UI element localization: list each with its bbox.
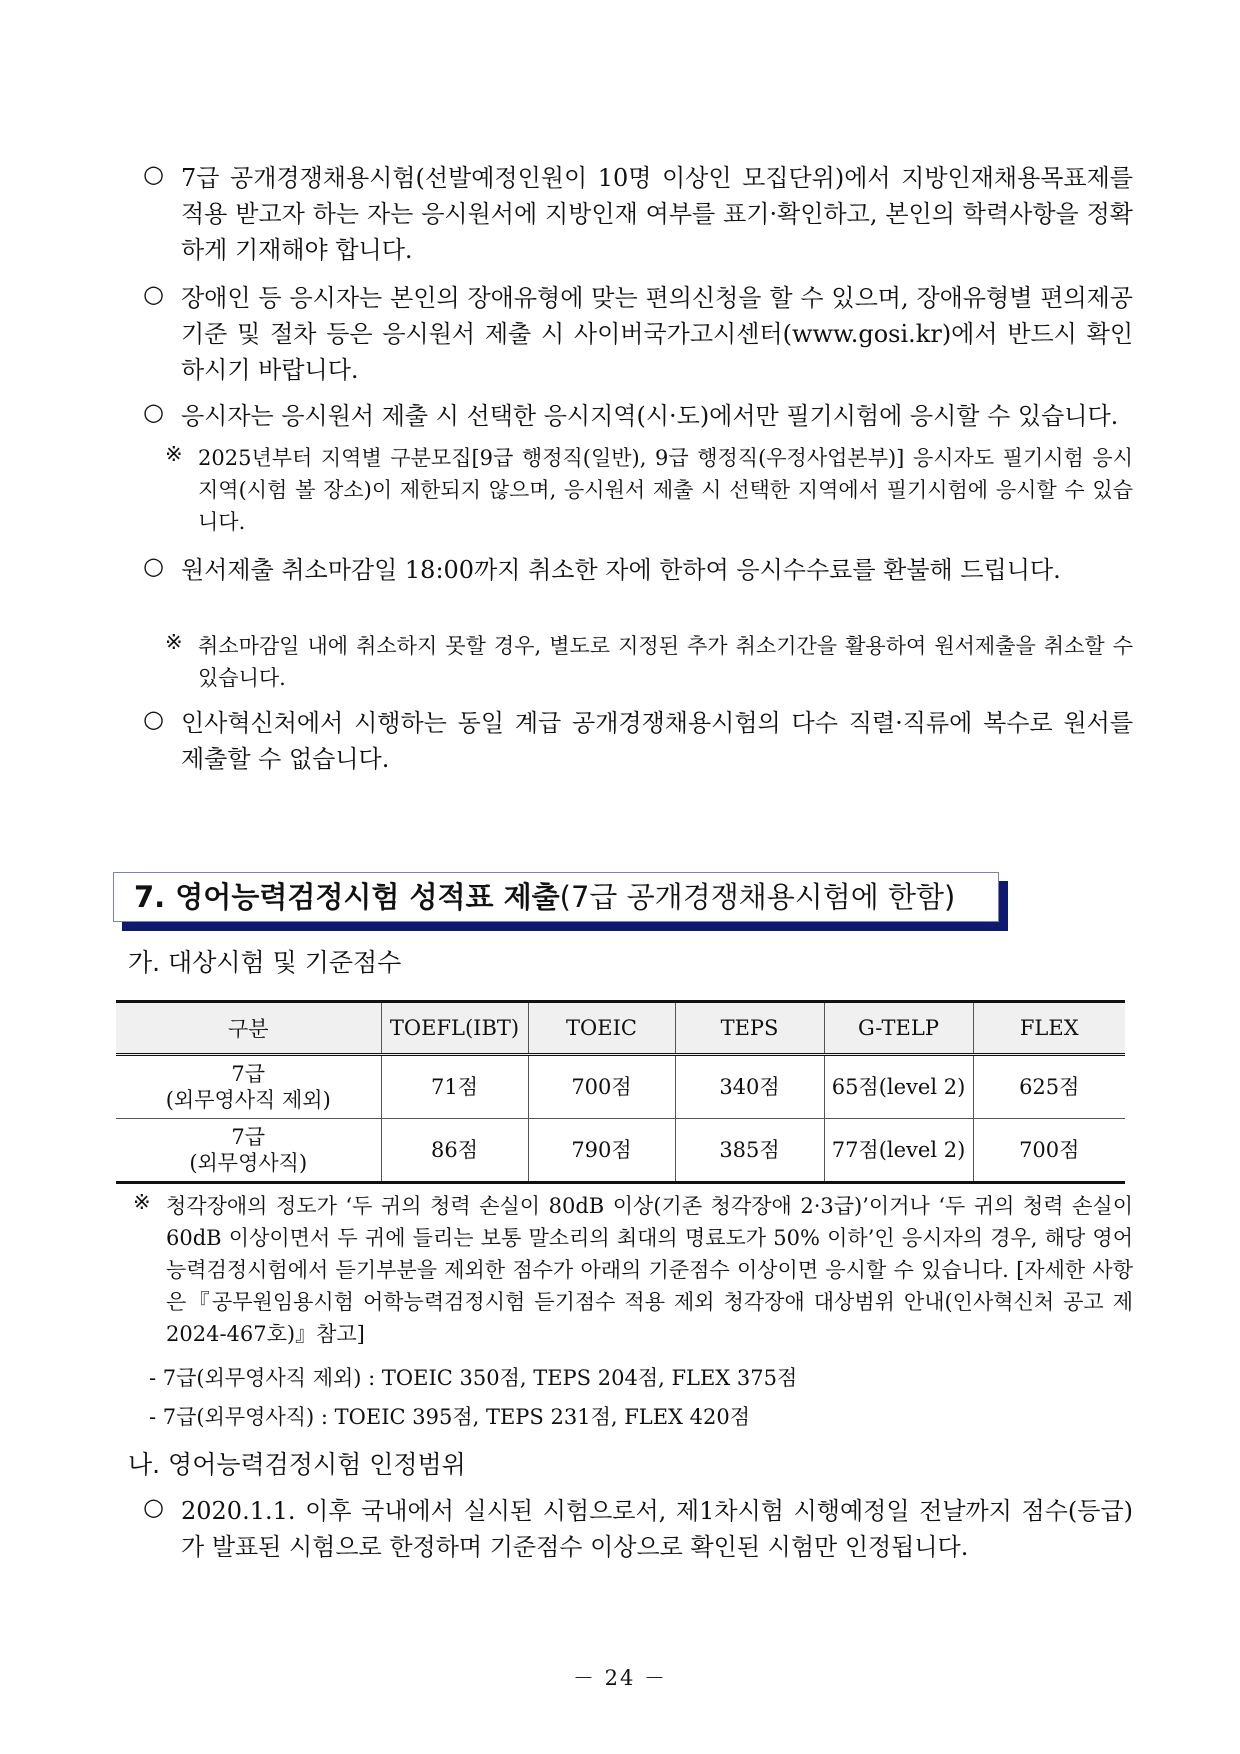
bullet-circle: ○ (143, 1493, 164, 1521)
table-cell: 77점(level 2) (824, 1119, 973, 1183)
note-item (165, 442, 1133, 538)
subheading-b: 나. 영어능력검정시험 인정범위 (128, 1450, 466, 1479)
reference-mark: ※ (133, 1190, 151, 1214)
page-number: － 24 － (572, 1666, 668, 1690)
table-header: TOEIC (528, 1002, 675, 1055)
bullet-circle: ○ (143, 552, 164, 580)
section-title-bold: 7. 영어능력검정시험 성적표 제출 (134, 880, 560, 914)
table-cell: 71점 (381, 1055, 528, 1119)
table-row (116, 1055, 1125, 1119)
section-title-rest: (7급 공개경쟁채용시험에 한함) (559, 880, 956, 914)
bullet-text: 7급 공개경쟁채용시험(선발예정인원이 10명 이상인 모집단위)에서 지방인재채용목표제를 적용 받고자 하는 자는 응시원서에 지방인재 여부를 표기·확인하고, 본인의 학력사항을 정확하게 기재해야 합니다. (181, 164, 1133, 264)
bullet-circle: ○ (143, 160, 164, 188)
row-label-detail: (외무영사직) (189, 1151, 308, 1175)
table-header: TOEFL(IBT) (381, 1002, 528, 1055)
bullet-item (143, 1493, 1133, 1565)
table-cell: 340점 (675, 1055, 824, 1119)
table-header: FLEX (973, 1002, 1125, 1055)
row-label (116, 1055, 381, 1119)
table-cell: 625점 (973, 1055, 1125, 1119)
score-table (116, 1000, 1125, 1184)
bullet-text: 장애인 등 응시자는 본인의 장애유형에 맞는 편의신청을 할 수 있으며, 장애유형별 편의제공 기준 및 절차 등은 응시원서 제출 시 사이버국가고시센터(www.gosi.kr)에서 반드시 확인하시기 바랍니다. (181, 284, 1133, 384)
table-row (116, 1119, 1125, 1183)
bullet-circle: ○ (143, 398, 164, 426)
bullet-text: 2020.1.1. 이후 국내에서 실시된 시험으로서, 제1차시험 시행예정일 전날까지 점수(등급)가 발표된 시험으로 한정하며 기준점수 이상으로 확인된 시험만 인정됩니다. (181, 1497, 1133, 1561)
subheading-a: 가. 대상시험 및 기준점수 (128, 948, 402, 977)
section-title-box (113, 872, 999, 922)
hearing-note (133, 1190, 1133, 1350)
table-header: G-TELP (824, 1002, 973, 1055)
hearing-note-text: 청각장애의 정도가 ‘두 귀의 청력 손실이 80dB 이상(기존 청각장애 2·3급)’이거나 ‘두 귀의 청력 손실이 60dB 이상이면서 두 귀에 들리는 보통 말소리의 최대의 명료도가 50% 이하’인 응시자의 경우, 해당 영어능력검정시험에서 듣기부분을 제외한 점수가 아래의 기준점수 이상이면 응시할 수 있습니다. [자세한 사항은『공무원임용시험 어학능력검정시험 듣기점수 적용 제외 청각장애 대상범위 안내(인사혁신처 공고 제2024-467호)』참고] (166, 1194, 1133, 1346)
bullet-text: 응시자는 응시원서 제출 시 선택한 응시지역(시·도)에서만 필기시험에 응시할 수 있습니다. (181, 402, 1119, 430)
table-cell: 700점 (528, 1055, 675, 1119)
bullet-item (143, 398, 1133, 434)
row-label-grade: 7급 (231, 1125, 266, 1149)
row-label-detail: (외무영사직 제외) (165, 1088, 331, 1112)
bullet-circle: ○ (143, 705, 164, 733)
bullet-item (143, 280, 1133, 388)
table-cell: 700점 (973, 1119, 1125, 1183)
table-header: TEPS (675, 1002, 824, 1055)
table-cell: 790점 (528, 1119, 675, 1183)
bullet-item (143, 552, 1133, 588)
table-cell: 385점 (675, 1119, 824, 1183)
table-cell: 65점(level 2) (824, 1055, 973, 1119)
table-cell: 86점 (381, 1119, 528, 1183)
reference-mark: ※ (165, 630, 183, 654)
dash-item: - 7급(외무영사직 제외) : TOEIC 350점, TEPS 204점, FLEX 375점 (149, 1366, 798, 1390)
row-label-grade: 7급 (231, 1062, 266, 1086)
bullet-text: 인사혁신처에서 시행하는 동일 계급 공개경쟁채용시험의 다수 직렬·직류에 복수로 원서를 제출할 수 없습니다. (181, 709, 1133, 773)
bullet-text: 원서제출 취소마감일 18:00까지 취소한 자에 한하여 응시수수료를 환불해 드립니다. (181, 556, 1061, 584)
note-text: 취소마감일 내에 취소하지 못할 경우, 별도로 지정된 추가 취소기간을 활용하여 원서제출을 취소할 수 있습니다. (198, 634, 1133, 690)
row-label (116, 1119, 381, 1183)
note-item (165, 630, 1133, 694)
bullet-circle: ○ (143, 280, 164, 308)
bullet-item (143, 705, 1133, 777)
note-text: 2025년부터 지역별 구분모집[9급 행정직(일반), 9급 행정직(우정사업본부)] 응시자도 필기시험 응시지역(시험 볼 장소)이 제한되지 않으며, 응시원서 제출 시 선택한 지역에서 필기시험에 응시할 수 있습니다. (198, 446, 1133, 534)
bullet-item (143, 160, 1133, 268)
table-header: 구분 (116, 1002, 381, 1055)
table-header-row (116, 1002, 1125, 1055)
reference-mark: ※ (165, 442, 183, 466)
dash-item: - 7급(외무영사직) : TOEIC 395점, TEPS 231점, FLEX 420점 (149, 1405, 751, 1429)
